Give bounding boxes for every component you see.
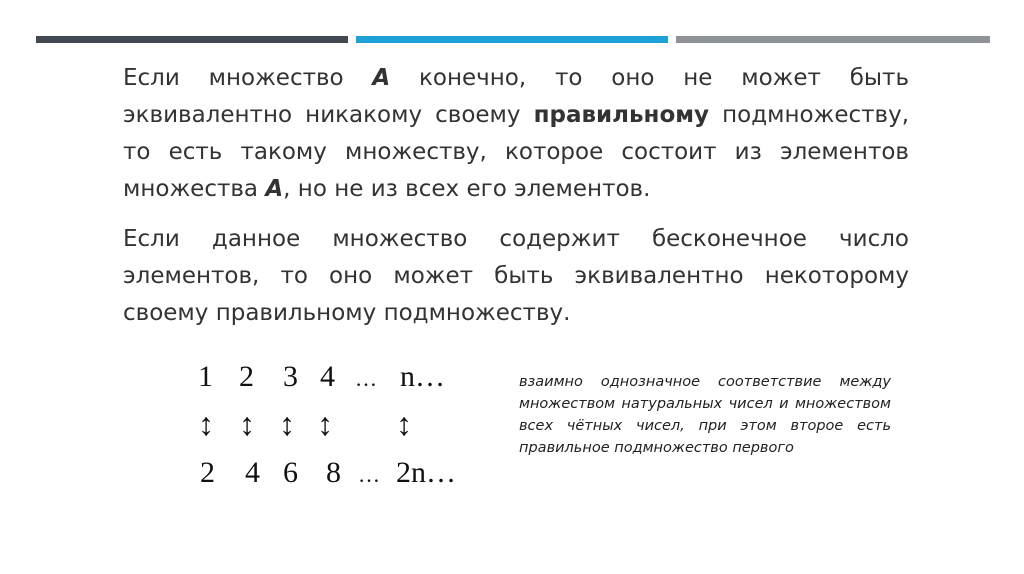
bottom-number: 4: [245, 456, 260, 489]
bottom-number: 6: [283, 456, 298, 489]
paragraph1-text-2: конечно, то оно не может быть эквивалентно никакому своему: [123, 65, 909, 128]
top-number: 3: [283, 360, 298, 393]
top-number: 2: [239, 360, 254, 393]
paragraph1-text-4: , но не из всех его элементов.: [283, 176, 651, 202]
top-n: n…: [400, 360, 445, 393]
updown-arrow-icon: ↕: [239, 406, 255, 442]
paragraph1-text-1: Если множество: [123, 65, 373, 91]
top-number: 1: [198, 360, 213, 393]
bottom-number: 8: [326, 456, 341, 489]
updown-arrow-icon: ↕: [279, 406, 295, 442]
header-bar-blue: [356, 36, 668, 43]
bottom-number: 2: [200, 456, 215, 489]
bottom-ellipsis: …: [358, 462, 380, 487]
paragraph1-text-3: подмножеству, то есть такому множеству, которое состоит из элементов множества: [123, 102, 909, 202]
bold-term-proper: правильному: [533, 102, 710, 128]
set-a-symbol: A: [265, 176, 284, 202]
paragraph-infinite-set: Если данное множество содержит бесконечное число элементов, то оно может быть эквивалентно некоторому своему правильному подмножеству.: [123, 226, 909, 326]
header-bar-dark: [36, 36, 348, 43]
updown-arrow-icon: ↕: [198, 406, 214, 442]
paragraph-finite-set: [123, 60, 909, 208]
header-bar-gray: [676, 36, 990, 43]
header-decoration-bars: [36, 36, 990, 43]
set-a-symbol: A: [372, 65, 391, 91]
updown-arrow-icon: ↕: [317, 406, 333, 442]
correspondence-note: взаимно однозначное соответствие между множеством натуральных чисел и множеством всех чётных чисел, при этом второе есть правильное подмножество первого: [519, 374, 891, 456]
top-number: 4: [320, 360, 335, 393]
bottom-2n: 2n…: [396, 456, 456, 489]
top-ellipsis: …: [355, 366, 377, 391]
updown-arrow-icon: ↕: [396, 406, 412, 442]
